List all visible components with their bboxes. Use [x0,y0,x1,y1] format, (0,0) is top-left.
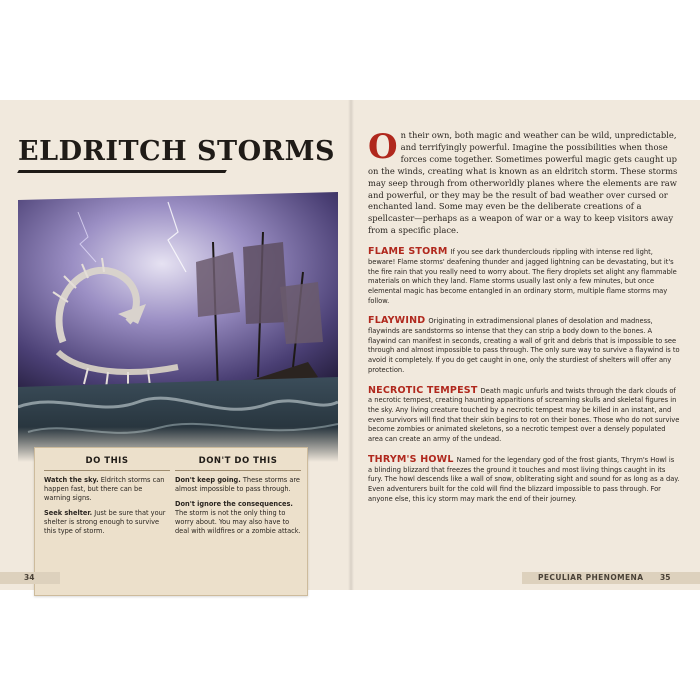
intro-paragraph [368,127,680,237]
entry-text: Originating in extradimensional planes of desolation and madness, flaywinds are sandstorms so intense that they can strip a body down to the bones. A flaywind can manifest in seconds, creating a wall of grit and debris that is impossible to see through and almost impossible to pass through. The only sure way to survive a flaywind is to avoid it completely. If you do get caught in one, only the sturdiest of shelters will offer any protection. [368,317,680,374]
entry-text: If you see dark thunderclouds rippling with intense red light, beware! Flame storms' deafening thunder and jagged lightning can be devastating, but it's the fire rain that you really need to worry about. The fiery droplets set alight any flammable materials on which they land. Flame storms usually last only a few minutes, but once elemental magic has become entangled in an ordinary storm, multiple flame storms may follow. [368,248,677,305]
storm-entry-flame [368,247,680,306]
tip-label: Don't ignore the consequences. [175,500,293,508]
page-number-right: 35 [660,573,671,582]
entry-text: Named for the legendary god of the frost giants, Thrym's Howl is a blinding blizzard that freezes the ground it touches and most living things caught in its fury. The howl descends like a wall of snow, obliterating sight and sound for as long as a day. Even adventurers built for the cold will find the blizzard impossible to pass through. For anyone else, this icy storm may mark the end of their journey. [368,455,680,503]
entry-text: Death magic unfurls and twists through the dark clouds of a necrotic tempest, creating haunting apparitions of screaming skulls and skeletal figures in the sky. Any living creature touched by a necrotic tempest may be killed in an instant, and even survivors will find that their skin begins to rot on their bones. Those who do not survive become zombies or animated skeletons, so a necrotic tempest over a densely populated area can create an army of the undead. [368,386,680,444]
do-dont-sidebar [34,447,308,596]
storm-entry-necrotic [368,386,680,445]
tip-text: The storm is not the only thing to worry about. You may also have to deal with wildfires or a zombie attack. [175,509,301,535]
list-item [44,509,170,536]
entry-heading: FLAME STORM [368,246,448,258]
tip-text: Eldritch storms can happen fast, but there can be warning signs. [44,476,165,502]
dont-do-this-heading: DON'T DO THIS [175,456,301,471]
right-page-text [368,127,680,504]
title-underline [17,170,227,173]
entry-heading: NECROTIC TEMPEST [368,384,478,396]
storm-entry-flaywind [368,316,680,375]
storm-entry-thryms-howl [368,455,680,505]
entry-heading: THRYM'S HOWL [368,453,454,465]
tip-label: Watch the sky. [44,476,99,484]
drop-cap: O [368,127,398,167]
running-head: PECULIAR PHENOMENA [538,573,644,582]
dont-do-this-column [175,456,301,542]
list-item [175,476,301,494]
book-gutter [348,100,354,590]
tip-label: Seek shelter. [44,509,93,517]
entry-heading: FLAYWIND [368,315,426,327]
tip-text: Just be sure that your shelter is strong enough to survive this type of storm. [44,509,166,535]
list-item [44,476,170,503]
do-this-heading: DO THIS [44,456,170,471]
page-title: ELDRITCH STORMS [18,136,335,167]
book-spread [0,100,700,590]
tip-text: These storms are almost impossible to pass through. [175,476,300,493]
eldritch-storm-illustration [18,192,338,462]
tip-label: Don't keep going. [175,476,241,484]
intro-text: n their own, both magic and weather can be wild, unpredictable, and terrifyingly powerful. Imagine the possibilities when those forces come together. Sometimes powerful magic gets caught up on the winds, creating what is known as an eldritch storm. These storms may seep through from otherworldly planes where the elements are raw and powerful, or they may be the result of bad weather over cursed or enchanted land. Some may even be the deliberate creations of a spellcaster—perhaps as a weapon of war or a way to keep visitors away from a specific place. [368,130,678,236]
do-this-column [44,456,170,542]
page-number-left: 34 [24,573,35,582]
list-item [175,500,301,536]
